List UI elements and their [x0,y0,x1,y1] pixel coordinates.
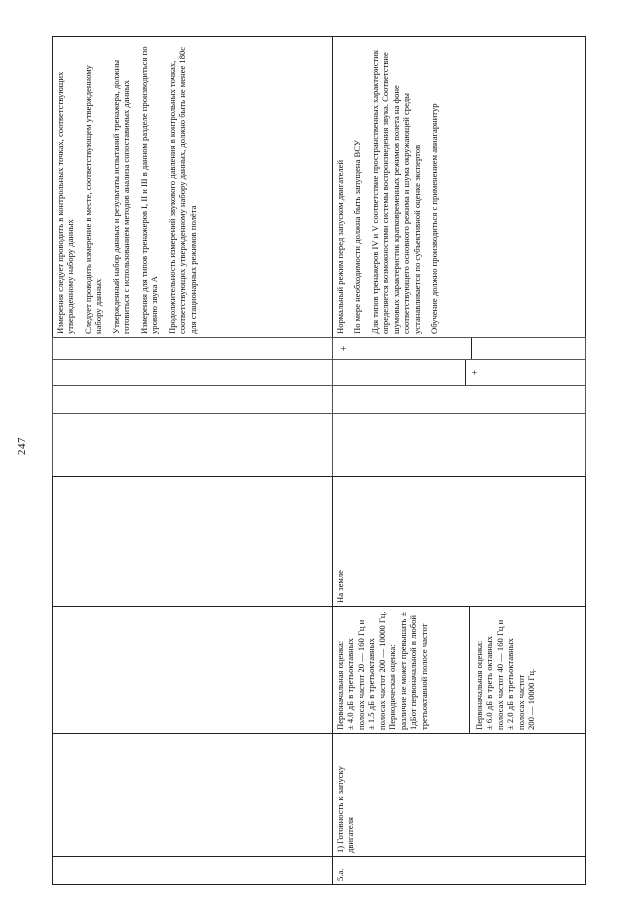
top-comment-paragraph: Утвержденный набор данных и результаты испытаний тренажера, должны готовиться с использованием методов анализа сопоставимых данных [110,59,132,334]
tolerance-line: ± 1.5 дБ в третьоктавных полосах частот 200 — 10000 Гц. [366,611,387,730]
comments-cell [333,37,586,338]
top-row-conditions-cell [53,477,333,607]
comment-paragraph: По мере необходимости должна быть запущена ВСУ [352,140,363,334]
top-row-comments-cell [53,37,333,338]
top-row-tolerance-cell [53,607,333,734]
top-row-type-cell-4 [53,338,333,360]
tolerance-line: ± 4.0 дБ в третьоктавных полосах частот 20 — 160 Гц и [345,619,366,730]
tolerance-line: 200 — 10000 Гц. [526,668,537,730]
type-cell-2 [333,386,586,414]
page-number: 247 [16,437,28,455]
comment-paragraph: Для типов тренажеров IV и V соответствие пространственных характеристик определяется возможностями системы воспроизведения звука. Соответствие шумовых характеристик кратковременных режимов полета на фоне соответствующего основного режима и шума окружающей среды устанавливается по субъективной оценке экспертов [369,49,422,334]
requirements-table-sheet [52,37,582,885]
top-comment-paragraph: Следует проводить измерение в месте, соответствующем утвержденному набору данных [82,65,104,334]
test-name-cell: 1) Готовность к запуску двигателя [333,734,586,857]
tolerance-line: ± 6.0 дБ в треть октавных полосах частот 40 — 160 Гц и [484,619,505,730]
top-comment-paragraph: Измерения для типов тренажеров I, II и III в данном разделе производиться по уровню звука А [138,46,160,334]
tolerance-line: различие не может превышать ± 1дБот первоначальной в любой третьоктавной полосе частот [397,611,429,730]
comment-paragraph: Обучение должно производиться с применением авиагарнитур [429,103,440,334]
table-row-top [53,37,333,885]
type-cell-4 [333,338,586,360]
top-row-type-cell-1 [53,414,333,477]
tolerance-cell [333,607,586,734]
type-cell-3 [333,360,586,386]
top-row-type-cell-2 [53,386,333,414]
tolerance-line: Первоначальная оценка: [474,640,484,730]
tolerance-line: Периодическая оценка: [387,644,398,730]
comment-paragraph: Нормальный режим перед запуском двигателей [335,159,345,334]
top-comment-paragraph: Измерения следует проводить в контрольных точках, соответствующих утвержденному набору данных [55,71,76,334]
row-number-cell: 5.а. [333,857,586,885]
top-row-number-cell [53,857,333,885]
requirements-table [52,36,586,885]
tolerance-line: ± 2.0 дБ в третьоктавных полосах частот [505,638,526,730]
top-row-type-cell-3 [53,360,333,386]
top-row-test-name-cell [53,734,333,857]
plus-mark-upper: + [333,338,472,359]
flight-conditions-cell: На земле [333,477,586,607]
table-row-5a [333,37,586,885]
type-cell-1 [333,414,586,477]
top-comment-paragraph: Продолжительность измерений звукового давления в контрольных точках, соответствующих утвержденному набору данных, должно быть не менее 180с для стационарных режимов полёта [166,46,198,334]
plus-mark-lower: + [470,369,481,376]
tolerance-line: Первоначальная оценка: [335,640,345,730]
